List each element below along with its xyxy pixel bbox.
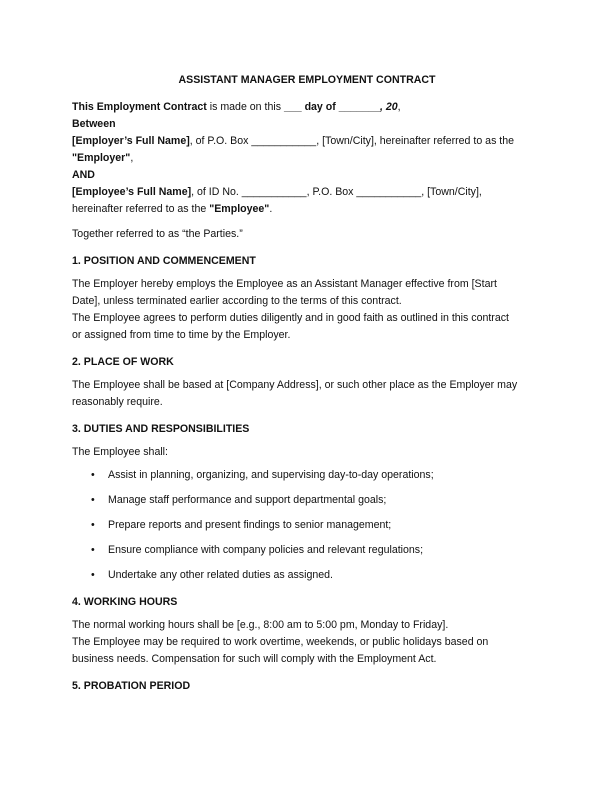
section-1-line: The Employer hereby employs the Employee as an Assistant Manager effective from [Start <box>72 278 497 290</box>
employer-label: "Employer" <box>72 152 131 164</box>
employee-referred-text: hereinafter referred to as the <box>72 203 210 215</box>
section-2-line: The Employee shall be based at [Company Address], or such other place as the Employer may <box>72 379 518 391</box>
employer-name-placeholder: [Employer’s Full Name] <box>72 135 190 147</box>
section-5-heading: 5. PROBATION PERIOD <box>72 680 191 692</box>
employer-line <box>72 133 542 150</box>
bullet-icon: • <box>91 544 95 556</box>
between-label: Between <box>72 118 116 130</box>
section-1-line: Date], unless terminated earlier according to the terms of this contract. <box>72 295 402 307</box>
list-item <box>72 467 542 484</box>
employer-address-text: , of P.O. Box ___________, [Town/City], hereinafter referred to as the <box>189 135 515 147</box>
employee-line <box>72 184 542 201</box>
list-item-text: Assist in planning, organizing, and supervising day-to-day operations; <box>108 469 434 481</box>
list-item <box>72 542 542 559</box>
employer-label-end: , <box>130 152 134 164</box>
day-of-text: day of <box>301 101 339 113</box>
bullet-icon: • <box>91 569 95 581</box>
list-item-text: Undertake any other related duties as assigned. <box>108 569 333 581</box>
employee-name-placeholder: [Employee’s Full Name] <box>72 186 192 198</box>
parties-statement: Together referred to as “the Parties.” <box>72 228 243 240</box>
date-line-end: , <box>397 101 401 113</box>
bullet-icon: • <box>91 519 95 531</box>
employee-label: "Employee" <box>209 203 270 215</box>
employee-id-text: , of ID No. ___________, P.O. Box ___________, [Town/City], <box>191 186 482 198</box>
duties-list <box>72 467 542 584</box>
preamble-contract-label: This Employment Contract <box>72 101 207 113</box>
list-item <box>72 517 542 534</box>
section-4-line: business needs. Compensation for such will comply with the Employment Act. <box>72 653 437 665</box>
section-1-line: The Employee agrees to perform duties diligently and in good faith as outlined in this contract <box>72 312 509 324</box>
section-1-heading: 1. POSITION AND COMMENCEMENT <box>72 255 256 267</box>
preamble-date-line <box>72 99 542 116</box>
section-4-heading: 4. WORKING HOURS <box>72 596 178 608</box>
list-item-text: Manage staff performance and support departmental goals; <box>108 494 387 506</box>
section-3-heading: 3. DUTIES AND RESPONSIBILITIES <box>72 423 250 435</box>
contract-page <box>72 60 542 701</box>
section-4-line: The normal working hours shall be [e.g., 8:00 am to 5:00 pm, Monday to Friday]. <box>72 619 449 631</box>
bullet-icon: • <box>91 469 95 481</box>
and-label: AND <box>72 169 95 181</box>
list-item-text: Prepare reports and present findings to senior management; <box>108 519 392 531</box>
employee-label-end: . <box>269 203 273 215</box>
year-prefix: , 20 <box>379 101 398 113</box>
section-2-heading: 2. PLACE OF WORK <box>72 356 174 368</box>
section-4-line: The Employee may be required to work overtime, weekends, or public holidays based on <box>72 636 489 648</box>
list-item <box>72 492 542 509</box>
section-2-paragraph <box>72 377 542 411</box>
preamble-made-on-text: is made on this <box>206 101 284 113</box>
employee-label-line <box>72 201 542 218</box>
section-2-line: reasonably require. <box>72 396 163 408</box>
month-blank: _______ <box>338 101 380 113</box>
section-1-line: or assigned from time to time by the Employer. <box>72 329 291 341</box>
list-item-text: Ensure compliance with company policies and relevant regulations; <box>108 544 424 556</box>
document-title: ASSISTANT MANAGER EMPLOYMENT CONTRACT <box>178 74 436 86</box>
section-3-intro: The Employee shall: <box>72 446 168 458</box>
employer-label-line <box>72 150 542 167</box>
section-1-paragraph <box>72 276 542 344</box>
bullet-icon: • <box>91 494 95 506</box>
list-item <box>72 567 542 584</box>
section-4-paragraph <box>72 617 542 668</box>
day-blank: ___ <box>283 101 302 113</box>
